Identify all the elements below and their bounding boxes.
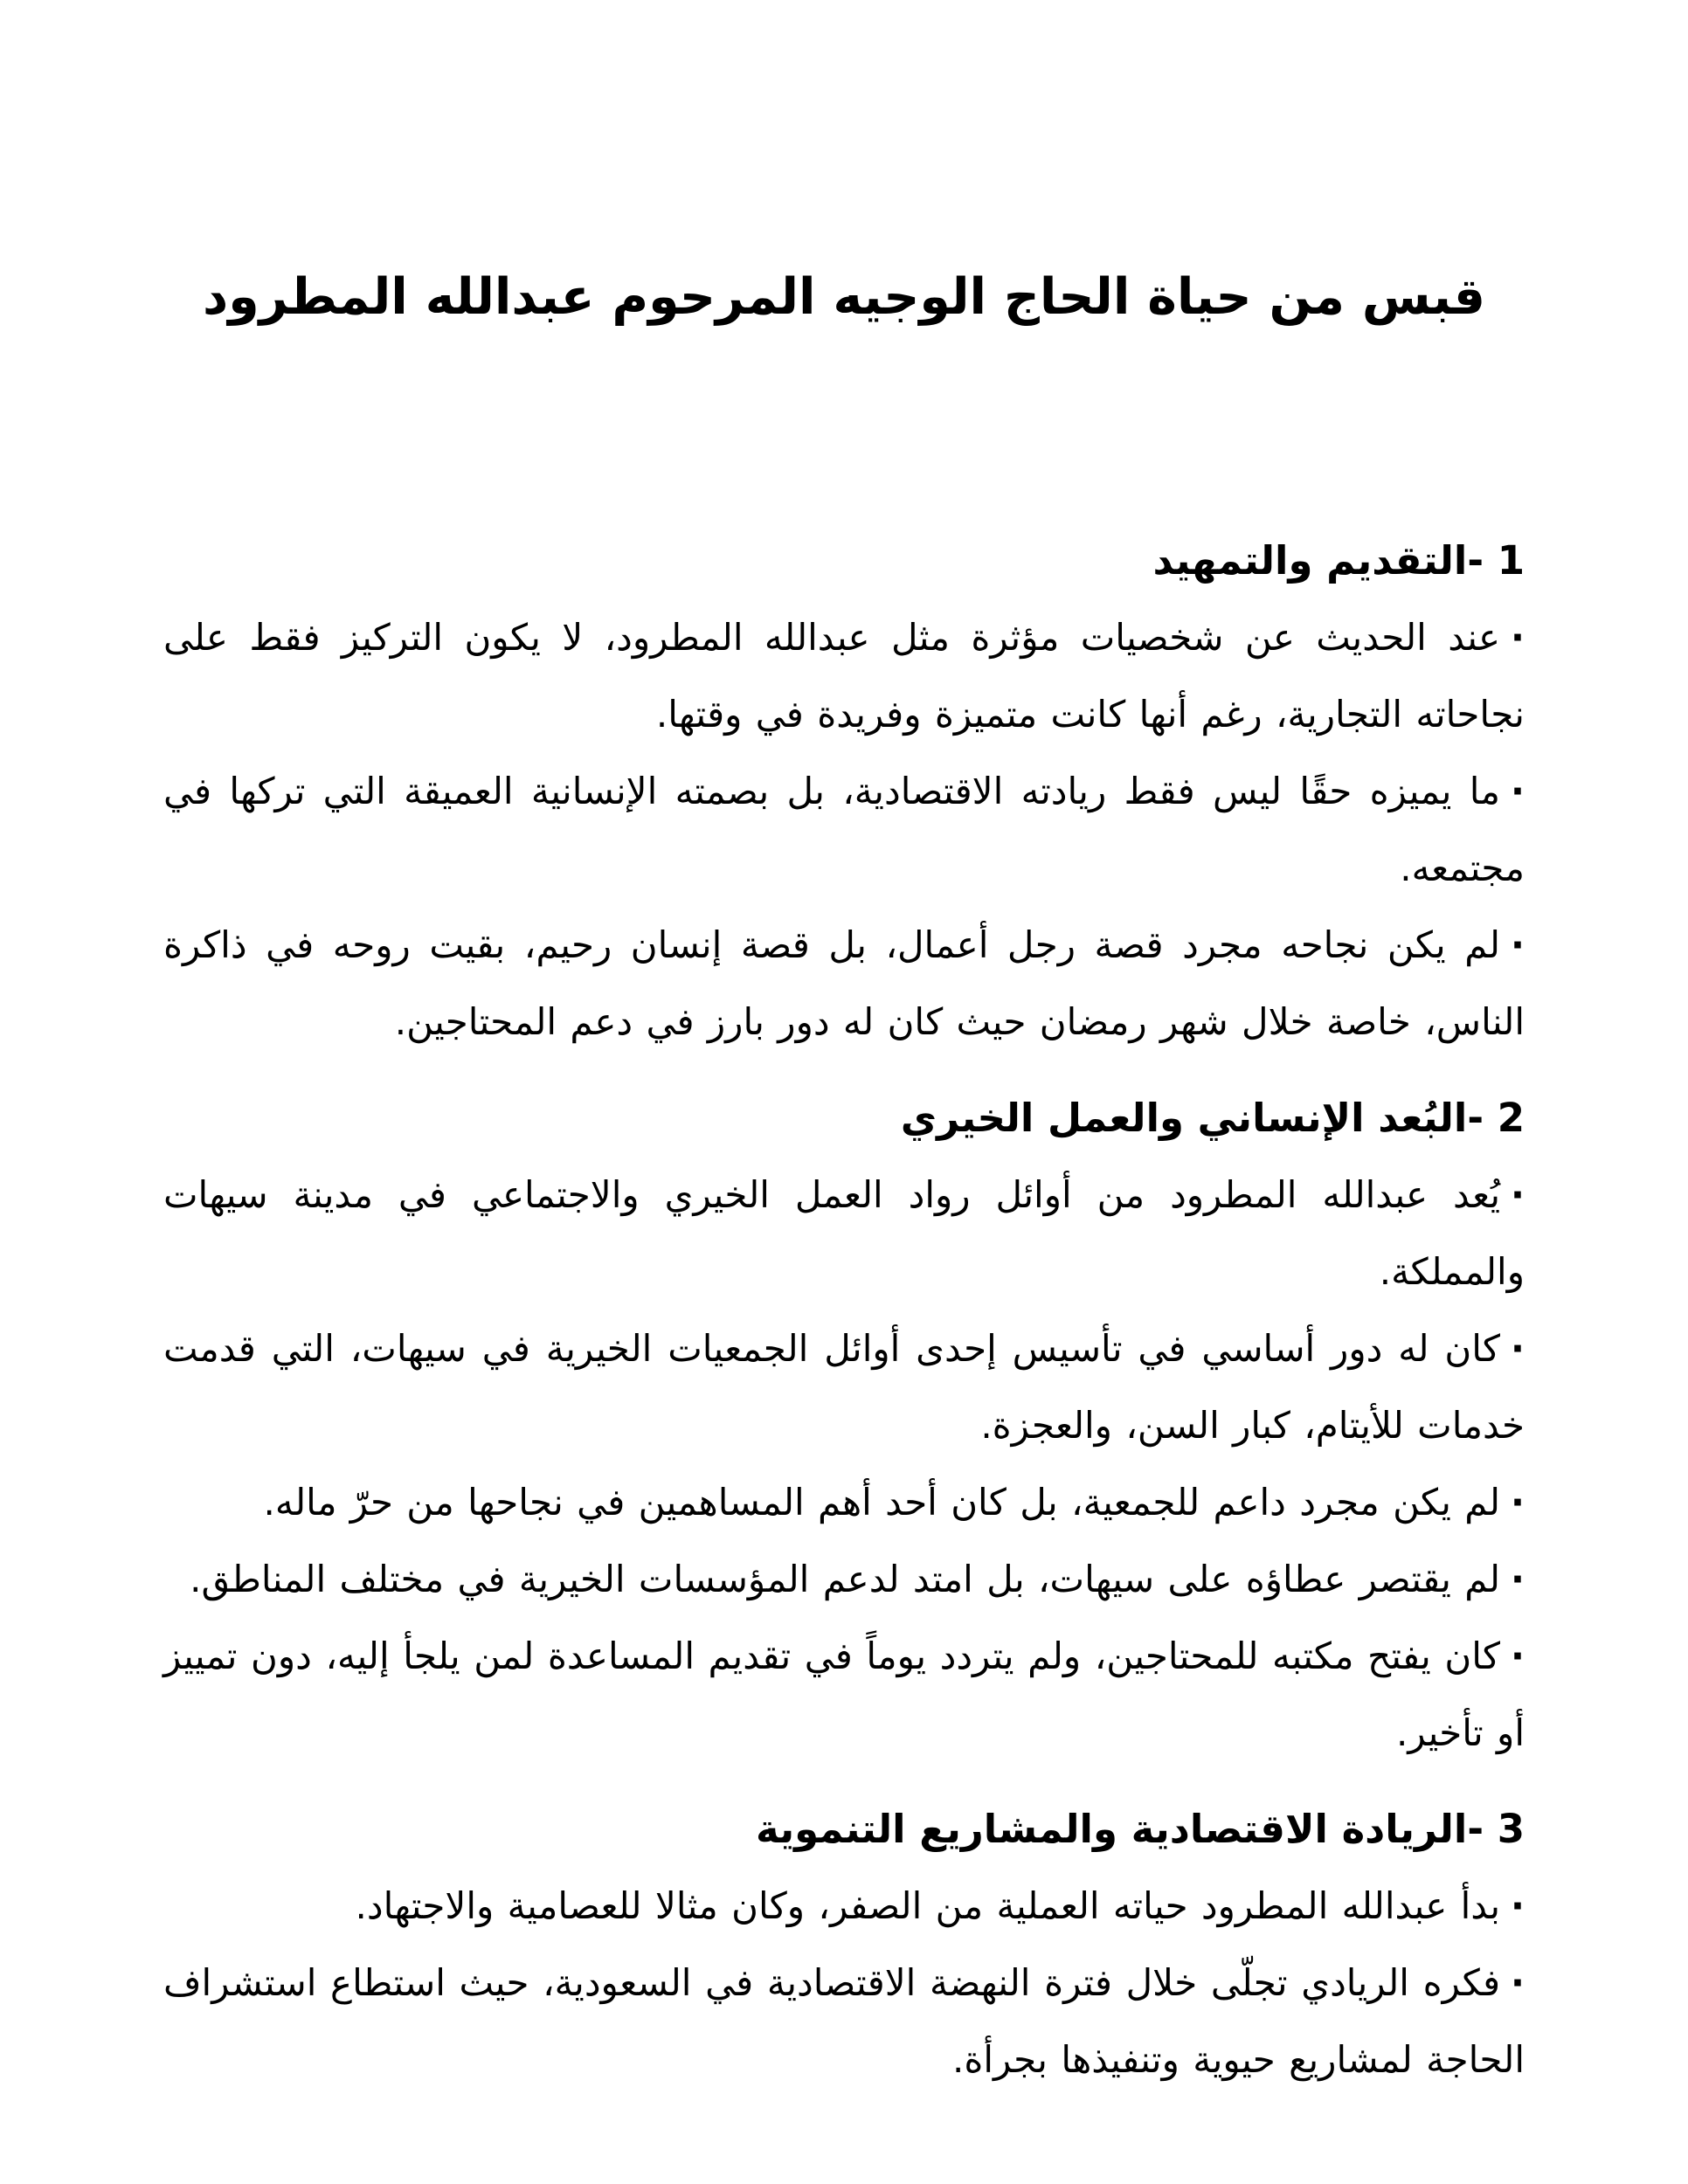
bullet-text: فكره الريادي تجلّى خلال فترة النهضة الاقتصادية في السعودية، حيث استطاع استشراف الحاجة لمشاريع حيوية وتنفيذها بجرأة. (163, 1961, 1525, 2081)
bullet-item (163, 1157, 1525, 1310)
bullet-marker: · (1511, 1961, 1525, 2004)
bullet-text: لم يقتصر عطاؤه على سيهات، بل امتد لدعم المؤسسات الخيرية في مختلف المناطق. (190, 1558, 1501, 1600)
section-3-bullet-list (163, 1868, 1525, 2098)
document-title: قبس من حياة الحاج الوجيه المرحوم عبدالله المطرود (202, 268, 1486, 326)
document-content (0, 245, 1688, 2098)
bullet-text: بدأ عبدالله المطرود حياته العملية من الصفر، وكان مثالا للعصامية والاجتهاد. (355, 1884, 1501, 1927)
bullet-text: يُعد عبدالله المطرود من أوائل رواد العمل الخيري والاجتماعي في مدينة سيهات والمملكة. (163, 1173, 1525, 1293)
section-humanitarian (163, 1080, 1525, 1772)
bullet-marker: · (1511, 1327, 1525, 1370)
bullet-item (163, 599, 1525, 753)
bullet-text: كان يفتح مكتبه للمحتاجين، ولم يتردد يوماً في تقديم المساعدة لمن يلجأ إليه، دون تمييز أو تأخير. (163, 1635, 1525, 1754)
bullet-text: لم يكن مجرد داعم للجمعية، بل كان أحد أهم المساهمين في نجاحها من حرّ ماله. (263, 1481, 1501, 1524)
bullet-item (163, 1868, 1525, 1945)
section-1-heading: 1 -التقديم والتمهيد (1152, 537, 1525, 584)
section-2-heading: 2 -البُعد الإنساني والعمل الخيري (900, 1095, 1525, 1141)
bullet-marker: · (1511, 1884, 1525, 1927)
bullet-marker: · (1511, 1558, 1525, 1600)
section-entrepreneurship (163, 1791, 1525, 2098)
bullet-item (163, 907, 1525, 1061)
section-3-heading: 3 -الريادة الاقتصادية والمشاريع التنموية (755, 1806, 1525, 1852)
bullet-text: ما يميزه حقًا ليس فقط ريادته الاقتصادية، بل بصمته الإنسانية العميقة التي تركها في مجتمعه. (163, 770, 1525, 889)
bullet-item (163, 1464, 1525, 1541)
bullet-item (163, 1310, 1525, 1464)
bullet-text: كان له دور أساسي في تأسيس إحدى أوائل الجمعيات الخيرية في سيهات، التي قدمت خدمات للأيتام، كبار السن، والعجزة. (163, 1327, 1525, 1447)
bullet-marker: · (1511, 1481, 1525, 1524)
bullet-text: لم يكن نجاحه مجرد قصة رجل أعمال، بل قصة إنسان رحيم، بقيت روحه في ذاكرة الناس، خاصة خلال شهر رمضان حيث كان له دور بارز في دعم المحتاجين. (163, 923, 1525, 1043)
section-1-bullet-list (163, 599, 1525, 1061)
bullet-marker: · (1511, 616, 1525, 659)
section-introduction (163, 522, 1525, 1061)
bullet-marker: · (1511, 1635, 1525, 1677)
bullet-marker: · (1511, 923, 1525, 966)
bullet-item (163, 1618, 1525, 1772)
bullet-item (163, 1541, 1525, 1618)
bullet-marker: · (1511, 1173, 1525, 1216)
section-2-bullet-list (163, 1157, 1525, 1772)
bullet-text: عند الحديث عن شخصيات مؤثرة مثل عبدالله المطرود، لا يكون التركيز فقط على نجاحاته التجارية، رغم أنها كانت متميزة وفريدة في وقتها. (163, 616, 1525, 736)
bullet-item (163, 1945, 1525, 2098)
bullet-marker: · (1511, 770, 1525, 812)
bullet-item (163, 753, 1525, 907)
